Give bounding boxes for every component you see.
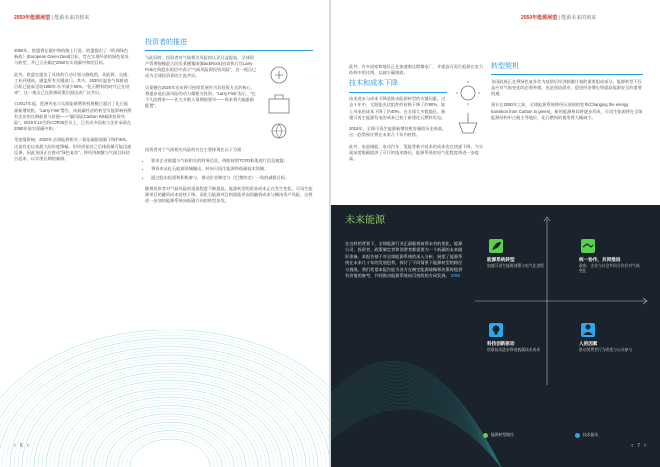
paragraph: 2050年，欧盟将在碳中和的路上行进。欧盟提出了《欧洲绿色新政》(European Green Deal)目标，旨在实现经济的绿色复苏与转型，并已立法确定2050年实现碳中和的目标。	[14, 48, 129, 66]
decorative-arc	[126, 436, 214, 467]
next-arrow-icon: ›	[26, 443, 29, 449]
decorative-arc	[46, 380, 294, 467]
header-report-title: 2050年能源展望	[521, 15, 558, 21]
decorative-arc	[122, 433, 218, 467]
legend-item	[575, 433, 598, 438]
paragraph: 各国政府正在将绿色复苏作为疫情后经济刺激计划的重要组成部分。能源转型不仅是应对气候变化的必要举措，也是创造就业、促进经济增长和提高能源安全的重要机遇。	[491, 78, 642, 97]
legend-item	[483, 433, 514, 438]
left-page	[0, 0, 329, 467]
decorative-arc	[94, 414, 246, 467]
prev-arrow-icon: ‹	[631, 443, 634, 449]
next-arrow-icon: ›	[644, 443, 646, 449]
future-energy-title: 未来能源	[345, 215, 385, 226]
paragraph: 2019年，全球可再生能源新增装机容量创历史新高，这一趋势预计将在未来几十年内持续。	[349, 125, 447, 138]
quadrant-label: 人的因素	[579, 341, 598, 346]
quadrant-text: 政府、企业与社会共同合作应对气候变化	[579, 264, 640, 273]
header-report-title: 2050年能源展望	[14, 15, 51, 21]
decorative-arc	[110, 425, 230, 467]
list-item: • 将资本从化石能源领域撤出，转向可再生能源和低碳技术领域；	[151, 166, 313, 172]
page-header	[521, 14, 596, 21]
decorative-arcs	[0, 330, 329, 467]
paragraph: 受疫情影响，2020年全球能源相关二氧化碳排放量下降约6%。这是有史以来最大的年度降幅。但经济复苏之后排放量可能迅速反弹，因此各国正在推动“绿色复苏”，将经济刺激与气候目标结合起来，以实现长期的减排。	[14, 137, 132, 162]
decorative-arc	[78, 403, 262, 467]
bullet-intro: 投资者对于气候相关风险的关注主要体现在以下方面：	[145, 146, 246, 152]
plus-icon	[275, 71, 283, 79]
person-icon	[581, 323, 595, 337]
right-column-2	[491, 64, 643, 126]
section-rule	[491, 74, 643, 75]
future-energy-panel	[331, 205, 660, 467]
decorative-arc	[70, 397, 270, 467]
battery-icon	[459, 123, 477, 133]
decorative-arc	[98, 417, 242, 467]
page-header	[14, 14, 89, 21]
prev-arrow-icon: ‹	[14, 443, 16, 449]
future-energy-body: 在这样的背景下，全球能源行业正面临着前所未有的变化。能源公司、投资者、政策制定者和消费者都需要为一个低碳的未来做好准备。本报告基于对全球能源系统的深入分析，展望了能源系统在未来几十年的发展趋势，探讨了不同情景下能源转型的路径与挑战。我们希望本报告能为各方在制定能源战略和决策时提供有价值的参考，共同推动能源系统向可持续的方向发展。	[345, 241, 463, 279]
technology-icons	[453, 81, 483, 141]
investor-icons	[261, 55, 313, 147]
page-number: 6	[20, 443, 23, 449]
legend-dot	[483, 433, 488, 438]
lightbulb-icon	[489, 323, 503, 337]
paragraph: 预计在2050年之前，全球能源系统将经历深刻的变革(Changing the energy transition from Carbon to green)，新的能源格局将逐步形成，可再生能源将在全球能源结构中占据主导地位，化石燃料的使用将大幅减少。	[491, 102, 643, 120]
quadrant-label: 统一协作，共同推进	[579, 257, 621, 262]
list-item: • 通过股东投票和积极参与，推动企业制定与《巴黎协定》一致的减排目标。	[151, 175, 313, 181]
header-section: | 能源未来的到来	[51, 15, 90, 21]
future-energy-highlight: 2050	[450, 273, 461, 279]
section-title-technology: 技术和成本下降	[349, 80, 398, 88]
quadrant-text: 加速可再生能源部署与电气化进程	[487, 264, 544, 268]
paragraph: 与此同时，投资者对气候相关风险的认识日益提高。全球资产管理规模最大的贝莱德集团(BlackRock)首席执行官Larry Fink在致股东的信中表示“气候风险即投资风险”，这一观点已成为全球投资界的主流共识。	[145, 54, 257, 79]
briefcase-icon	[269, 99, 289, 113]
decorative-arc	[102, 419, 238, 467]
paragraph: 此外，欧盟在提出了具体的行动计划与路线图，从能源、交通、工业到建筑，涵盖所有关键部门。其中，2030年温室气体排放目标已提高至较1990年水平减少55%。“化石燃料的时代正在结束”，这一观点已在欧洲政策层面达成广泛共识。	[14, 71, 132, 96]
paragraph: 贝莱德在2020年宣布将可持续发展作为其投资方式的核心，将逐步退出高风险的动力煤相关投资。“Larry Fink”表示，“在不久的将来——比大多数人预期的要早——资本将大幅重新配置”。	[145, 84, 256, 109]
future-energy-text	[345, 241, 463, 279]
page-number: 7	[637, 443, 640, 449]
left-column-1	[14, 48, 132, 167]
section-title-investors: 投资者的推进	[145, 39, 187, 46]
decorative-arc	[6, 352, 329, 467]
legend-label: 技术驱动	[583, 433, 599, 437]
right-column-1	[349, 64, 485, 167]
legend-dot	[575, 433, 580, 438]
legend-label: 能源转型路径	[491, 433, 514, 437]
quadrant-diagram	[471, 215, 651, 415]
decorative-arc	[54, 386, 286, 467]
list-item: • 要求企业披露与气候相关的财务信息，例如按照TCFD框架进行信息披露；	[151, 158, 313, 164]
quadrant-label: 科技创新驱动	[487, 341, 515, 346]
page-footer	[631, 443, 646, 449]
investment-icons	[261, 55, 313, 145]
bullet-list	[145, 158, 313, 181]
section-rule	[145, 50, 313, 51]
paragraph: 此外，电池储能、电动汽车、氢能等新兴技术的成本也在快速下降，为实现深度脱碳提供了可行的技术路径，能源系统的电气化程度将进一步提高。	[349, 143, 484, 162]
left-column-2	[145, 40, 313, 209]
tech-icons	[453, 81, 483, 143]
paragraph: 技术进步与成本下降是推动能源转型的关键因素。过去十年中，太阳能光伏组件的价格下降了约90%，陆上风电的成本下降了约40%。在全球大多数地区，新建可再生能源发电的成本已低于新建化石燃料发电。	[349, 96, 446, 120]
sun-icon	[461, 86, 475, 100]
quadrant-label: 能源系统转型	[487, 257, 515, 262]
section-rule	[349, 92, 447, 93]
quadrant-text: 依靠技术进步降低低碳技术成本	[487, 348, 541, 352]
section-title-opportunity: 转型契机	[491, 63, 519, 70]
leaf-icon	[489, 239, 503, 253]
decorative-arc	[30, 369, 310, 467]
handshake-icon	[581, 239, 595, 253]
paragraph: 此外，许多国家和地区正在加速淘汰燃煤电厂，并提高可再生能源在电力结构中的比例，以减少碳排放。	[349, 64, 484, 76]
paragraph: 自2017年起，欧洲风电与太阳能新增装机规模已超过了化石能源新增装机。“Larry Fink”警告，向低碳经济的转型可能影响到所有企业的长期前景与价值——“碳风险(Carbon Risk)即投资风险”。2019年12月的COP25会议上，已有众多国家与企业承诺在2050年前实现碳中和。	[14, 101, 132, 132]
header-section: | 能源未来的到来	[558, 15, 597, 21]
page-footer	[14, 443, 29, 449]
decorative-arc	[22, 363, 318, 467]
quadrant-text: 推动消费者行为改变与公众参与	[579, 348, 633, 352]
decorative-arc	[106, 422, 234, 467]
paragraph: 随着投资者对气候风险的重视程度不断提高，能源转型的资金成本正在发生变化。可再生能源项目的融资成本持续下降，而化石能源项目则面临更高的融资成本与搁浅资产风险，这将进一步加快能源系统向低碳方向的转型步伐。	[145, 185, 313, 204]
